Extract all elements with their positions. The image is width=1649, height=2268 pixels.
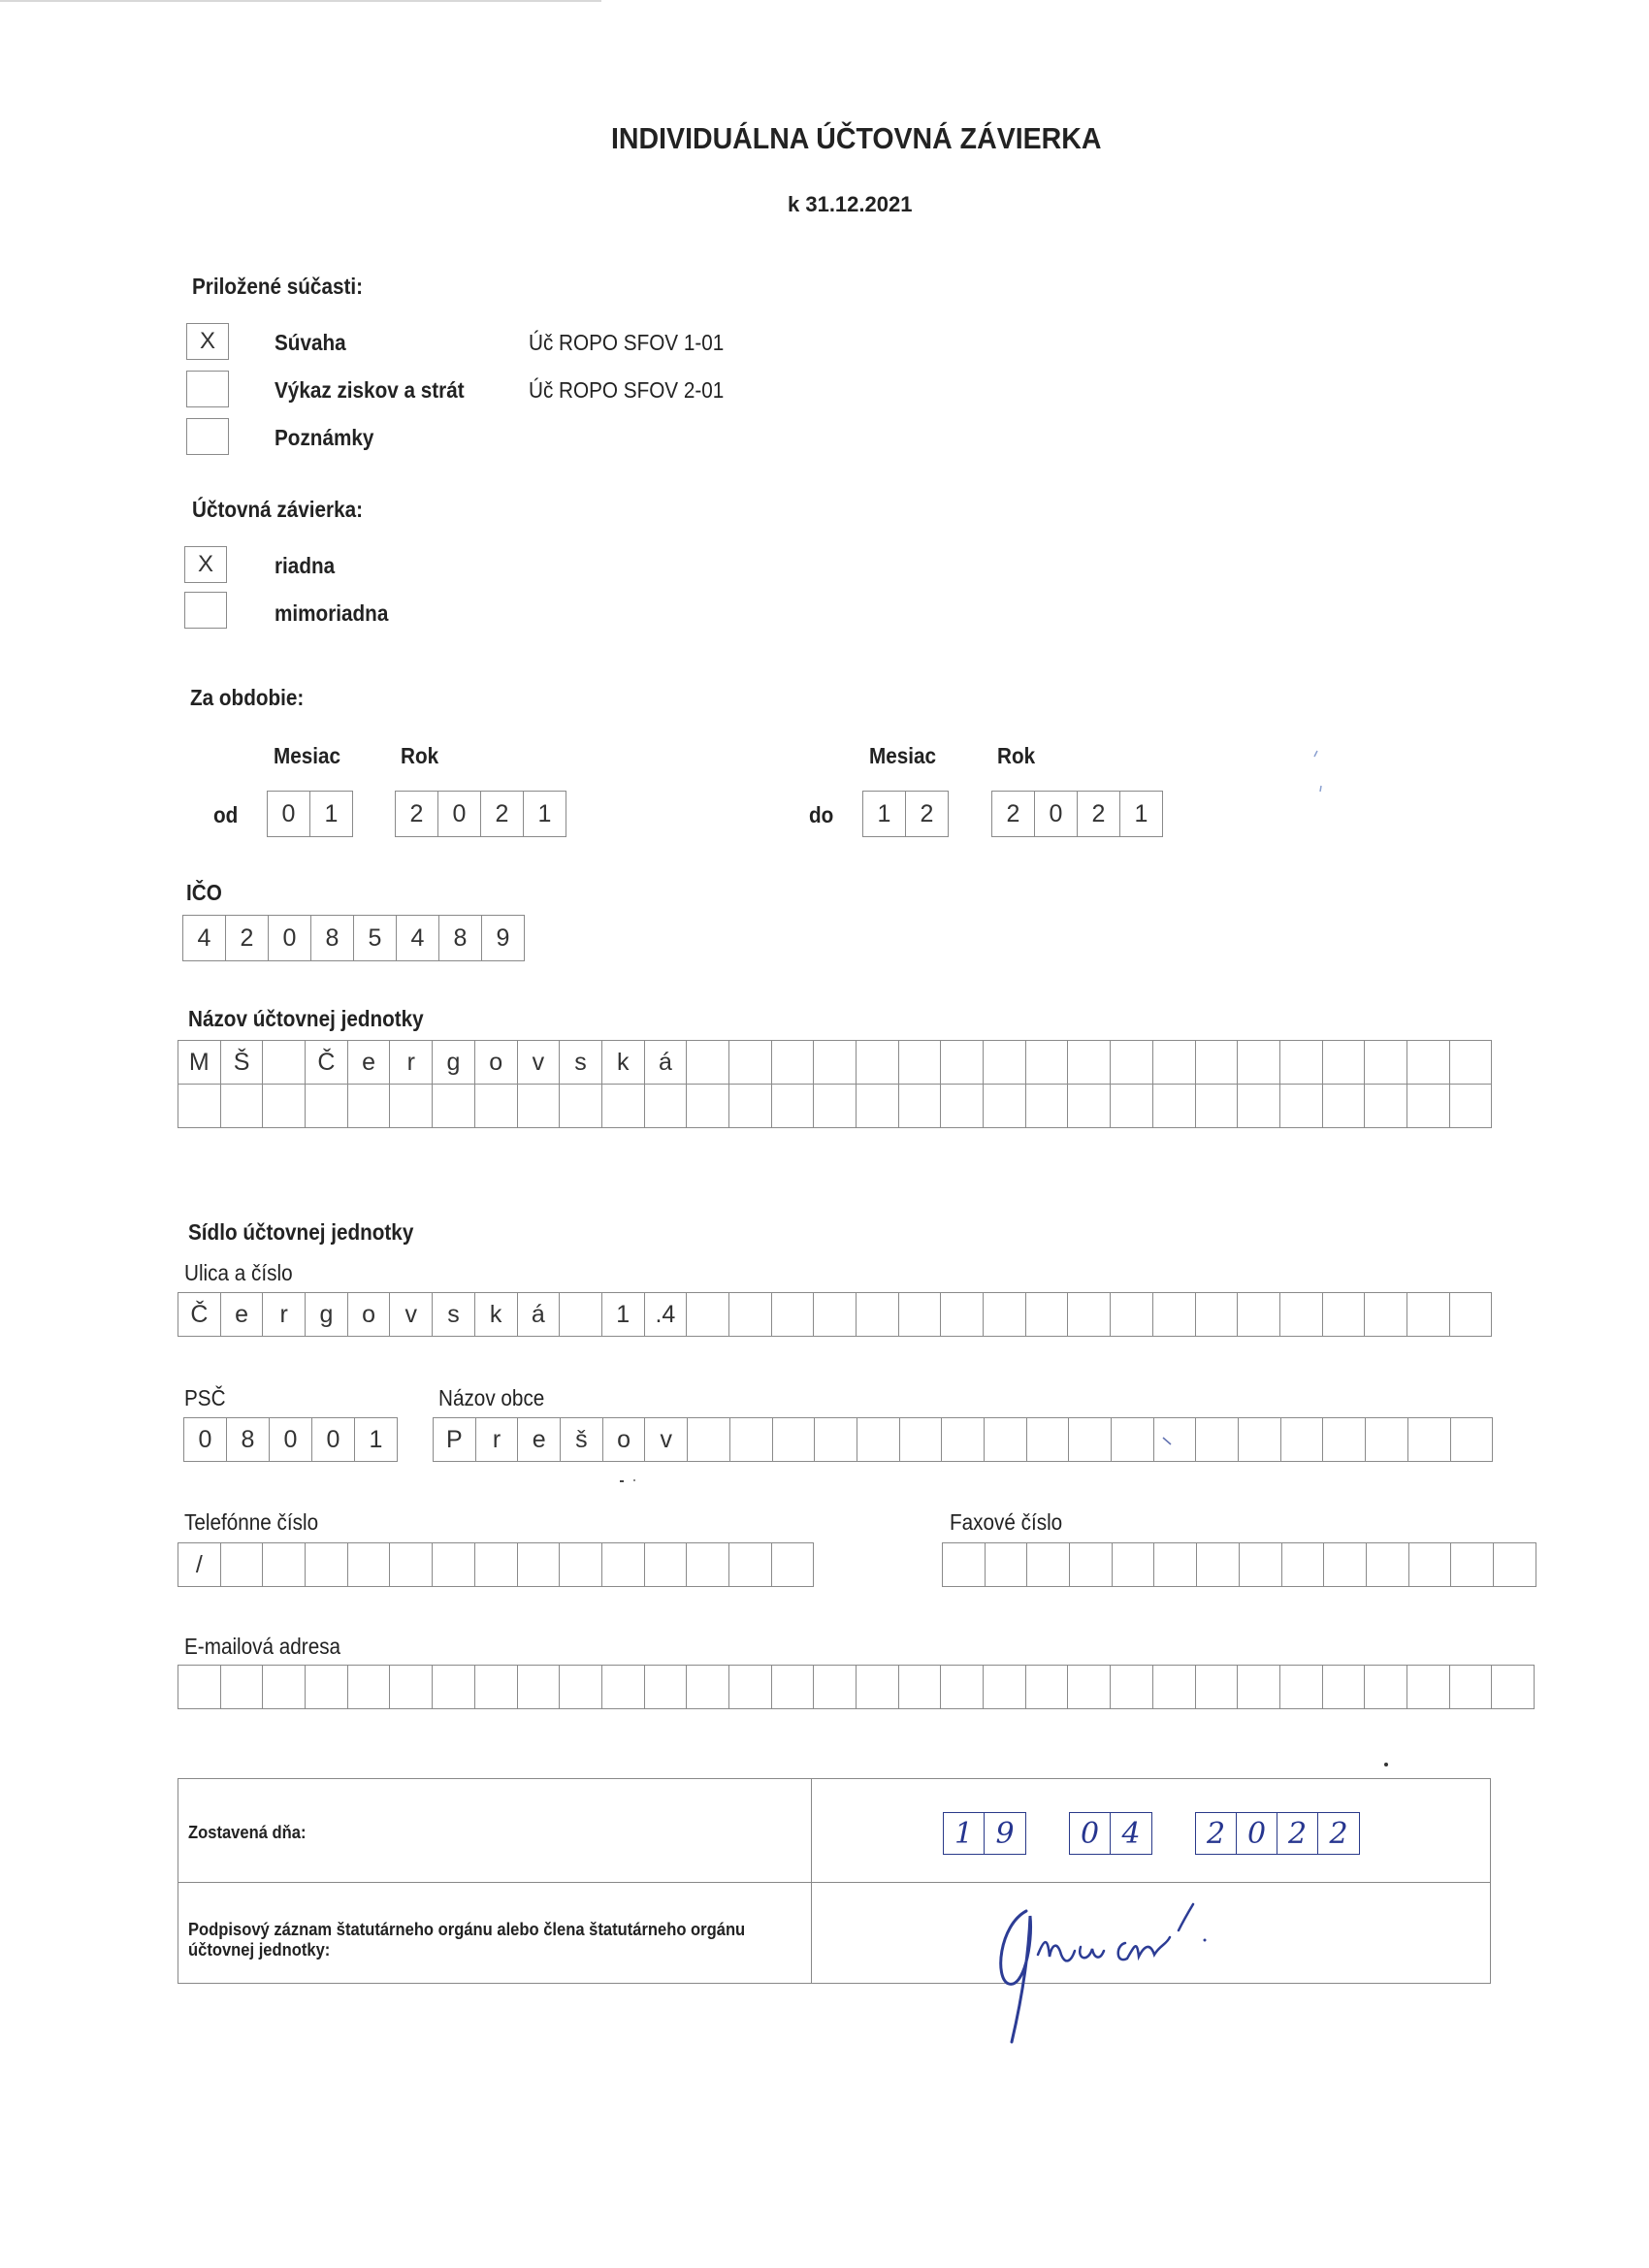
city-char (857, 1418, 900, 1461)
from-month-digit: 0 (268, 792, 310, 836)
to-label: do (809, 802, 834, 827)
compiled-year-digit: 0 (1237, 1813, 1277, 1854)
email-char (687, 1666, 729, 1708)
email-char (814, 1666, 857, 1708)
city-char (900, 1418, 943, 1461)
compiled-year-digit: 2 (1196, 1813, 1237, 1854)
street-char (1111, 1293, 1153, 1336)
phone-digit (560, 1543, 602, 1586)
document-date: k 31.12.2021 (788, 192, 913, 216)
entity-name-char (178, 1085, 221, 1127)
phone-digit (475, 1543, 518, 1586)
compiled-month-digit: 0 (1070, 1813, 1111, 1854)
fax-digit (1367, 1543, 1409, 1586)
entity-name-char: M (178, 1041, 221, 1084)
entity-name-char (772, 1041, 815, 1084)
fax-digit (1197, 1543, 1240, 1586)
from-month-field[interactable] (267, 791, 353, 837)
email-char (1238, 1666, 1280, 1708)
psc-digit: 1 (355, 1418, 398, 1461)
entity-name-char (729, 1041, 772, 1084)
phone-digit (221, 1543, 264, 1586)
entity-name-char: s (560, 1041, 602, 1084)
city-char: P (434, 1418, 476, 1461)
entity-name-char (390, 1085, 433, 1127)
street-char: r (263, 1293, 306, 1336)
entity-name-char (348, 1085, 391, 1127)
city-char (1281, 1418, 1324, 1461)
entity-name-row (178, 1041, 1492, 1084)
to-month-digit: 2 (906, 792, 949, 836)
email-char (1323, 1666, 1366, 1708)
checkbox-mimoriadna[interactable] (184, 592, 227, 629)
entity-name-char: k (602, 1041, 645, 1084)
city-char (773, 1418, 816, 1461)
closing-label-riadna: riadna (275, 553, 336, 578)
entity-name-char (475, 1085, 518, 1127)
street-char (814, 1293, 857, 1336)
email-char (1407, 1666, 1450, 1708)
signature-table (178, 1778, 1491, 1984)
phone-digit (263, 1543, 306, 1586)
closing-type-heading: Účtovná závierka: (192, 497, 364, 522)
street-char (1068, 1293, 1111, 1336)
closing-label-mimoriadna: mimoriadna (275, 600, 389, 626)
entity-name-char (814, 1041, 857, 1084)
street-char (1450, 1293, 1493, 1336)
entity-name-char (772, 1085, 815, 1127)
from-label: od (213, 802, 239, 827)
from-year-digit: 0 (438, 792, 481, 836)
ico-digit: 9 (482, 916, 525, 960)
entity-name-char (1280, 1085, 1323, 1127)
psc-digit: 0 (184, 1418, 227, 1461)
fax-label: Faxové číslo (950, 1509, 1063, 1535)
attachment-code-suvaha: Úč ROPO SFOV 1-01 (529, 330, 725, 355)
street-char (857, 1293, 899, 1336)
street-char: v (390, 1293, 433, 1336)
phone-digit (518, 1543, 561, 1586)
email-char (475, 1666, 518, 1708)
entity-name-char (263, 1085, 306, 1127)
to-month-field[interactable] (862, 791, 949, 837)
entity-name-char (1323, 1041, 1366, 1084)
phone-digit: / (178, 1543, 221, 1586)
city-label: Názov obce (438, 1385, 545, 1410)
entity-name-char (1153, 1041, 1196, 1084)
email-char (178, 1666, 221, 1708)
attachment-label-suvaha: Súvaha (275, 330, 346, 355)
entity-name-char (984, 1041, 1026, 1084)
email-char (1068, 1666, 1111, 1708)
entity-name-char (433, 1085, 475, 1127)
compiled-month-field[interactable] (1069, 1812, 1152, 1855)
to-year-label: Rok (997, 743, 1036, 768)
entity-name-char (602, 1085, 645, 1127)
street-char (1026, 1293, 1069, 1336)
phone-digit (687, 1543, 729, 1586)
entity-name-char (899, 1085, 942, 1127)
entity-name-char: Č (306, 1041, 348, 1084)
email-char (1026, 1666, 1069, 1708)
entity-name-char (1450, 1041, 1493, 1084)
entity-name-char (687, 1041, 729, 1084)
email-char (1196, 1666, 1239, 1708)
email-char (1492, 1666, 1535, 1708)
phone-digit (348, 1543, 391, 1586)
scan-mark (616, 1476, 645, 1488)
city-char (985, 1418, 1027, 1461)
street-field[interactable] (178, 1292, 1492, 1337)
street-char (1280, 1293, 1323, 1336)
city-char (1027, 1418, 1070, 1461)
email-char (433, 1666, 475, 1708)
compiled-day-field[interactable] (943, 1812, 1026, 1855)
entity-name-char (1450, 1085, 1493, 1127)
email-char (1111, 1666, 1153, 1708)
compiled-day-digit: 1 (944, 1813, 985, 1854)
attachment-label-poznamky: Poznámky (275, 425, 374, 450)
entity-name-char (1026, 1041, 1069, 1084)
city-field[interactable] (433, 1417, 1493, 1462)
compiled-year-digit: 2 (1329, 1816, 1348, 1851)
entity-name-char (1111, 1041, 1153, 1084)
email-char (602, 1666, 645, 1708)
checkbox-poznamky[interactable] (186, 418, 229, 455)
checkbox-riadna[interactable]: X (184, 546, 227, 583)
street-char: o (348, 1293, 391, 1336)
email-char (306, 1666, 348, 1708)
street-char (560, 1293, 602, 1336)
entity-name-char (1111, 1085, 1153, 1127)
entity-name-char (1407, 1041, 1450, 1084)
ico-digit: 2 (226, 916, 269, 960)
entity-name-char (518, 1085, 561, 1127)
street-char (1196, 1293, 1239, 1336)
seat-heading: Sídlo účtovnej jednotky (188, 1219, 414, 1245)
from-year-digit: 1 (524, 792, 566, 836)
entity-name-field[interactable] (178, 1040, 1492, 1128)
from-year-digit: 2 (396, 792, 438, 836)
street-char (899, 1293, 942, 1336)
email-char (263, 1666, 306, 1708)
ico-digit: 4 (183, 916, 226, 960)
compiled-date-label: Zostavená dňa: (188, 1823, 307, 1842)
email-char (941, 1666, 984, 1708)
fax-digit (1154, 1543, 1197, 1586)
from-month-label: Mesiac (274, 743, 341, 768)
entity-name-char (1365, 1041, 1407, 1084)
email-char (1365, 1666, 1407, 1708)
to-year-digit: 1 (1120, 792, 1163, 836)
to-year-digit: 2 (1078, 792, 1120, 836)
phone-digit (306, 1543, 348, 1586)
street-label: Ulica a číslo (184, 1260, 293, 1285)
email-char (348, 1666, 391, 1708)
street-char: Č (178, 1293, 221, 1336)
phone-digit (433, 1543, 475, 1586)
city-char: o (603, 1418, 646, 1461)
ico-digit: 8 (311, 916, 354, 960)
city-char (1196, 1418, 1239, 1461)
compiled-day-digit: 9 (995, 1816, 1015, 1851)
entity-name-char (899, 1041, 942, 1084)
fax-digit (1409, 1543, 1452, 1586)
city-char (1366, 1418, 1408, 1461)
street-char (687, 1293, 729, 1336)
fax-digit (1070, 1543, 1113, 1586)
entity-name-char: r (390, 1041, 433, 1084)
psc-label: PSČ (184, 1385, 226, 1410)
street-char: s (433, 1293, 475, 1336)
entity-name-char (1026, 1085, 1069, 1127)
entity-name-char (941, 1041, 984, 1084)
entity-name-char (1196, 1041, 1239, 1084)
entity-name-char (1407, 1085, 1450, 1127)
entity-name-char (1365, 1085, 1407, 1127)
entity-name-char (941, 1085, 984, 1127)
email-char (518, 1666, 561, 1708)
city-char (1323, 1418, 1366, 1461)
entity-name-char (814, 1085, 857, 1127)
email-field[interactable] (178, 1665, 1535, 1709)
street-char (1153, 1293, 1196, 1336)
phone-digit (645, 1543, 688, 1586)
street-char (1407, 1293, 1450, 1336)
to-year-digit: 0 (1035, 792, 1078, 836)
street-char (1238, 1293, 1280, 1336)
scan-mark (1382, 1761, 1392, 1770)
compiled-year-digit: 2 (1277, 1813, 1318, 1854)
street-char: e (221, 1293, 264, 1336)
email-char (729, 1666, 772, 1708)
email-char (772, 1666, 815, 1708)
email-char (1153, 1666, 1196, 1708)
city-char: r (476, 1418, 519, 1461)
table-divider (178, 1882, 1490, 1883)
handwritten-signature (980, 1887, 1232, 2052)
from-month-digit: 1 (310, 792, 353, 836)
ico-field[interactable] (182, 915, 525, 961)
ico-label: IČO (186, 880, 222, 905)
entity-name-char (984, 1085, 1026, 1127)
entity-name-char (645, 1085, 688, 1127)
email-char (560, 1666, 602, 1708)
street-char: g (306, 1293, 348, 1336)
email-char (857, 1666, 899, 1708)
attachment-label-vykaz: Výkaz ziskov a strát (275, 377, 465, 403)
entity-name-char: g (433, 1041, 475, 1084)
fax-digit (1113, 1543, 1155, 1586)
phone-label: Telefónne číslo (184, 1509, 319, 1535)
entity-name-char (729, 1085, 772, 1127)
entity-name-char (1196, 1085, 1239, 1127)
entity-name-char: á (645, 1041, 688, 1084)
fax-digit (1282, 1543, 1325, 1586)
street-char (1323, 1293, 1366, 1336)
table-divider (811, 1779, 812, 1983)
city-char (1112, 1418, 1154, 1461)
city-char (688, 1418, 730, 1461)
entity-name-char (263, 1041, 306, 1084)
scan-mark (1159, 1432, 1179, 1451)
email-label: E-mailová adresa (184, 1634, 341, 1659)
city-char: e (518, 1418, 561, 1461)
fax-digit (1027, 1543, 1070, 1586)
checkbox-vykaz[interactable] (186, 371, 229, 407)
email-char (984, 1666, 1026, 1708)
psc-digit: 8 (227, 1418, 270, 1461)
entity-name-char (857, 1085, 899, 1127)
fax-digit (1240, 1543, 1282, 1586)
entity-name-char: e (348, 1041, 391, 1084)
entity-name-char (560, 1085, 602, 1127)
phone-digit (390, 1543, 433, 1586)
entity-name-char: v (518, 1041, 561, 1084)
city-char (730, 1418, 773, 1461)
city-char (1408, 1418, 1451, 1461)
phone-field[interactable] (178, 1542, 814, 1587)
fax-digit (943, 1543, 986, 1586)
entity-name-char (1323, 1085, 1366, 1127)
entity-name-char (1153, 1085, 1196, 1127)
street-char: á (518, 1293, 561, 1336)
from-year-digit: 2 (481, 792, 524, 836)
ico-digit: 4 (397, 916, 439, 960)
entity-name-char (306, 1085, 348, 1127)
to-month-digit: 1 (863, 792, 906, 836)
city-char (942, 1418, 985, 1461)
fax-field[interactable] (942, 1542, 1536, 1587)
to-year-digit: 2 (992, 792, 1035, 836)
entity-name-label: Názov účtovnej jednotky (188, 1006, 424, 1031)
phone-digit (772, 1543, 815, 1586)
city-char: v (645, 1418, 688, 1461)
document-title: INDIVIDUÁLNA ÚČTOVNÁ ZÁVIERKA (611, 121, 1102, 155)
signature-label: Podpisový záznam štatutárneho orgánu alebo člena štatutárneho orgánu účtovnej jednotky: (188, 1920, 746, 1960)
phone-digit (602, 1543, 645, 1586)
fax-digit (986, 1543, 1028, 1586)
to-year-field[interactable] (991, 791, 1163, 837)
period-heading: Za obdobie: (190, 685, 305, 710)
fax-digit (1494, 1543, 1536, 1586)
attachment-code-vykaz: Úč ROPO SFOV 2-01 (529, 377, 725, 403)
email-char (390, 1666, 433, 1708)
from-year-field[interactable] (395, 791, 566, 837)
email-char (1280, 1666, 1323, 1708)
entity-name-char (687, 1085, 729, 1127)
email-char (899, 1666, 942, 1708)
entity-name-char (1068, 1085, 1111, 1127)
attachments-heading: Priložené súčasti: (192, 274, 364, 299)
street-char: 1 (602, 1293, 645, 1336)
entity-name-char (1280, 1041, 1323, 1084)
city-char (815, 1418, 857, 1461)
entity-name-char: o (475, 1041, 518, 1084)
street-char: .4 (645, 1293, 688, 1336)
psc-field[interactable] (183, 1417, 398, 1462)
compiled-month-digit: 4 (1121, 1816, 1141, 1851)
street-char: k (475, 1293, 518, 1336)
city-char (1239, 1418, 1281, 1461)
street-char (984, 1293, 1026, 1336)
city-char: š (561, 1418, 603, 1461)
from-year-label: Rok (401, 743, 439, 768)
scan-mark (1310, 747, 1339, 805)
street-char (729, 1293, 772, 1336)
street-char (1365, 1293, 1407, 1336)
to-month-label: Mesiac (869, 743, 937, 768)
street-char (772, 1293, 815, 1336)
entity-name-char: Š (221, 1041, 264, 1084)
email-char (645, 1666, 688, 1708)
entity-name-char (1238, 1041, 1280, 1084)
psc-digit: 0 (312, 1418, 355, 1461)
ico-digit: 8 (439, 916, 482, 960)
entity-name-char (1068, 1041, 1111, 1084)
entity-name-char (1238, 1085, 1280, 1127)
entity-name-char (221, 1085, 264, 1127)
phone-digit (729, 1543, 772, 1586)
ico-digit: 5 (354, 916, 397, 960)
street-char (941, 1293, 984, 1336)
compiled-year-field[interactable] (1195, 1812, 1360, 1855)
entity-name-row (178, 1084, 1492, 1127)
entity-name-char (857, 1041, 899, 1084)
city-char (1069, 1418, 1112, 1461)
email-char (1450, 1666, 1493, 1708)
email-char (221, 1666, 264, 1708)
psc-digit: 0 (270, 1418, 312, 1461)
ico-digit: 0 (269, 916, 311, 960)
checkbox-suvaha[interactable]: X (186, 323, 229, 360)
fax-digit (1324, 1543, 1367, 1586)
fax-digit (1451, 1543, 1494, 1586)
scan-top-edge (0, 0, 601, 2)
city-char (1451, 1418, 1494, 1461)
